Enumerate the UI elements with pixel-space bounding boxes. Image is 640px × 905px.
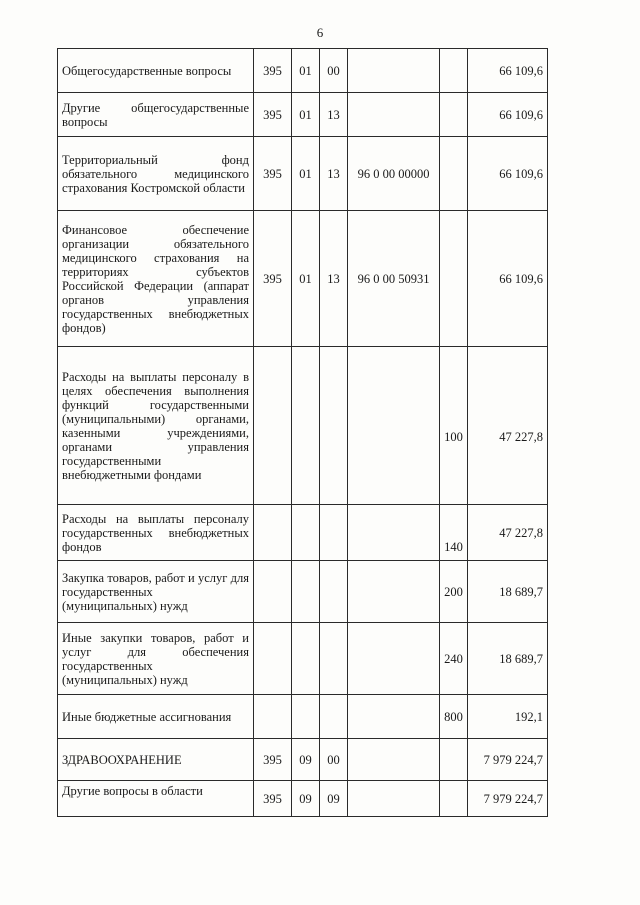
table-row: [58, 93, 548, 137]
row-csr: [348, 505, 440, 561]
budget-table: [57, 48, 548, 817]
row-sum: 66 109,6: [468, 93, 548, 137]
row-sum: 192,1: [468, 695, 548, 739]
row-csr: [348, 49, 440, 93]
row-csr: [348, 347, 440, 505]
row-vr: [440, 211, 468, 347]
row-vr: [440, 49, 468, 93]
row-razdel: 01: [292, 137, 320, 211]
row-sum: 18 689,7: [468, 623, 548, 695]
row-csr: [348, 739, 440, 781]
row-name: Иные закупки товаров, работ и услуг для обеспечения государственных (муниципальных) нужд: [58, 623, 254, 695]
row-razdel: 09: [292, 781, 320, 817]
row-vr: 100: [440, 347, 468, 505]
table-row: [58, 137, 548, 211]
row-vedomstvo: [254, 505, 292, 561]
row-csr: [348, 695, 440, 739]
row-vr: 140: [440, 505, 468, 561]
row-vr: 800: [440, 695, 468, 739]
row-podrazdel: 13: [320, 93, 348, 137]
row-podrazdel: [320, 623, 348, 695]
row-sum: 7 979 224,7: [468, 781, 548, 817]
row-sum: 18 689,7: [468, 561, 548, 623]
table-row: [58, 739, 548, 781]
table-row: [58, 49, 548, 93]
row-vr: [440, 781, 468, 817]
row-vr: [440, 93, 468, 137]
row-sum: 66 109,6: [468, 137, 548, 211]
row-name: Другие общегосударственные вопросы: [58, 93, 254, 137]
row-razdel: [292, 623, 320, 695]
row-name: Иные бюджетные ассигнования: [58, 695, 254, 739]
row-sum: 47 227,8: [468, 505, 548, 561]
row-vedomstvo: 395: [254, 137, 292, 211]
row-vedomstvo: 395: [254, 739, 292, 781]
table-row: [58, 211, 548, 347]
row-razdel: 01: [292, 211, 320, 347]
row-podrazdel: 00: [320, 49, 348, 93]
row-vedomstvo: 395: [254, 93, 292, 137]
row-vr: 200: [440, 561, 468, 623]
page-number: 6: [316, 25, 324, 40]
row-razdel: 01: [292, 93, 320, 137]
row-vr: 240: [440, 623, 468, 695]
row-razdel: 09: [292, 739, 320, 781]
row-name: Общегосударственные вопросы: [58, 49, 254, 93]
row-vr: [440, 739, 468, 781]
table-row: [58, 623, 548, 695]
row-podrazdel: [320, 561, 348, 623]
row-vedomstvo: [254, 695, 292, 739]
row-podrazdel: 00: [320, 739, 348, 781]
row-podrazdel: [320, 347, 348, 505]
row-csr: [348, 93, 440, 137]
row-razdel: 01: [292, 49, 320, 93]
row-csr: 96 0 00 50931: [348, 211, 440, 347]
row-razdel: [292, 505, 320, 561]
row-name: Другие вопросы в области: [58, 781, 254, 817]
row-name: Расходы на выплаты персоналу в целях обеспечения выполнения функций государственными (муниципальными) органами, казенными учреждениями, органами управления государственными внебюджетными фондами: [58, 347, 254, 505]
table-row: [58, 347, 548, 505]
row-csr: [348, 561, 440, 623]
row-name: Финансовое обеспечение организации обязательного медицинского страхования на территориях субъектов Российской Федерации (аппарат органов управления государственных внебюджетных фондов): [58, 211, 254, 347]
row-csr: [348, 781, 440, 817]
row-razdel: [292, 561, 320, 623]
table-row: [58, 781, 548, 817]
row-vedomstvo: [254, 623, 292, 695]
row-vedomstvo: 395: [254, 781, 292, 817]
row-podrazdel: [320, 695, 348, 739]
table-row: [58, 505, 548, 561]
row-name: Закупка товаров, работ и услуг для государственных (муниципальных) нужд: [58, 561, 254, 623]
row-podrazdel: 13: [320, 211, 348, 347]
row-name: ЗДРАВООХРАНЕНИЕ: [58, 739, 254, 781]
row-sum: 47 227,8: [468, 347, 548, 505]
row-podrazdel: 13: [320, 137, 348, 211]
row-csr: [348, 623, 440, 695]
row-vedomstvo: 395: [254, 211, 292, 347]
row-vedomstvo: [254, 347, 292, 505]
row-sum: 66 109,6: [468, 211, 548, 347]
row-name: Территориальный фонд обязательного медицинского страхования Костромской области: [58, 137, 254, 211]
table-row: [58, 695, 548, 739]
row-sum: 66 109,6: [468, 49, 548, 93]
row-csr: 96 0 00 00000: [348, 137, 440, 211]
row-vedomstvo: 395: [254, 49, 292, 93]
row-podrazdel: [320, 505, 348, 561]
row-razdel: [292, 695, 320, 739]
row-name: Расходы на выплаты персоналу государственных внебюджетных фондов: [58, 505, 254, 561]
row-vedomstvo: [254, 561, 292, 623]
row-razdel: [292, 347, 320, 505]
row-podrazdel: 09: [320, 781, 348, 817]
table-row: [58, 561, 548, 623]
row-sum: 7 979 224,7: [468, 739, 548, 781]
row-vr: [440, 137, 468, 211]
